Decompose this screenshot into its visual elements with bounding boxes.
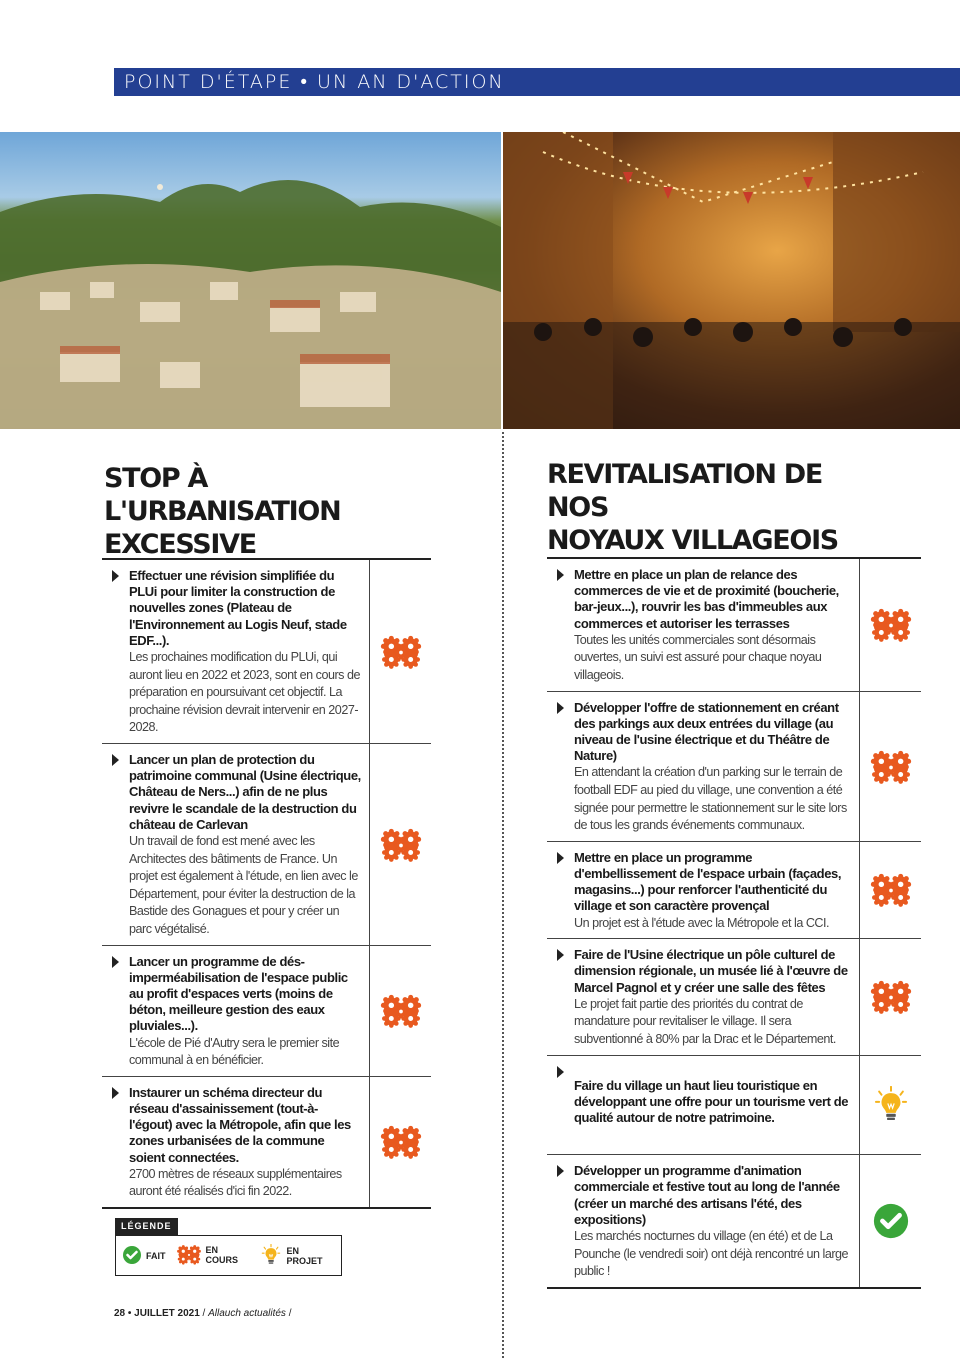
gears-icon — [370, 1077, 431, 1207]
village-night-festival-photo — [503, 132, 960, 429]
left-row-detail: Les prochaines modification du PLUi, qui auront lieu en 2022 et 2023, sont en cours de préparation en poursuivant cet objectif. La prochaine révision devrait intervenir en 2027-2028. — [129, 650, 360, 735]
gears-icon — [370, 744, 431, 945]
right-row-detail: Toutes les unités commerciales sont désormais ouvertes, un suivi est assuré pour chaque noyau villageois. — [574, 632, 822, 682]
left-title-line1: STOP À L'URBANISATION — [104, 463, 341, 527]
bullet-arrow-icon — [557, 852, 564, 864]
legend-en-cours — [176, 1244, 251, 1267]
gears-icon — [860, 842, 921, 938]
lightbulb-icon — [260, 1244, 282, 1268]
right-actions-table — [547, 557, 921, 1289]
left-row — [102, 1077, 431, 1209]
bullet-arrow-icon — [557, 1165, 564, 1177]
check-icon — [860, 1155, 921, 1287]
left-row-text — [102, 1077, 370, 1207]
gears-icon — [860, 939, 921, 1054]
right-row — [547, 842, 921, 939]
right-row-detail: Un projet est à l'étude avec la Métropole et la CCI. — [574, 915, 830, 930]
right-row-text — [547, 842, 860, 938]
footer-publication: Allauch actualités — [208, 1308, 286, 1319]
right-row-detail: Le projet fait partie des priorités du contrat de mandature pour revitaliser le village. Il sera subventionné à 80% par la Drac et le Département. — [574, 996, 836, 1046]
right-row-text — [547, 559, 860, 691]
village-aerial-photo — [0, 132, 501, 429]
legend — [115, 1218, 342, 1276]
legend-en-projet — [260, 1244, 335, 1268]
bullet-arrow-icon — [112, 754, 119, 766]
right-row-text — [547, 939, 860, 1054]
left-row-title: Instaurer un schéma directeur du réseau d'assainissement (tout-à-l'égout) avec la Métropole, afin que les zones urbanisées de la commune soient connectées. — [129, 1084, 351, 1165]
gears-icon — [860, 559, 921, 691]
right-row-detail: Les marchés nocturnes du village (en été) et de La Pounche (le vendredi soir) ont déjà rencontré un large public ! — [574, 1229, 849, 1279]
check-icon — [122, 1245, 142, 1267]
left-row — [102, 560, 431, 744]
legend-title: LÉGENDE — [115, 1218, 178, 1235]
left-row — [102, 946, 431, 1077]
left-row-text — [102, 560, 370, 743]
left-row — [102, 744, 431, 946]
right-row — [547, 1056, 921, 1156]
bullet-arrow-icon — [112, 956, 119, 968]
column-divider — [502, 432, 504, 1358]
section-banner: POINT D'ÉTAPE • UN AN D'ACTION — [114, 68, 960, 96]
right-row-title: Développer l'offre de stationnement en créant des parkings aux deux entrées du village (au niveau de l'usine électrique et du Théâtre de Nature) — [574, 699, 839, 764]
left-row-title: Effectuer une révision simplifiée du PLUi pour limiter la construction de nouvelles zones (Plateau de l'Environnement au Logis Neuf, stade EDF...). — [129, 568, 347, 648]
page-footer — [114, 1308, 292, 1319]
legend-fait-label: FAIT — [146, 1250, 166, 1261]
left-row-detail: Un travail de fond est mené avec les Architectes des bâtiments de France. Un projet est également à l'étude, en lien avec le Département, pour éviter la destruction de la Bastide des Gonagues et pour y créer un parc végétalisé. — [129, 834, 358, 936]
left-row-detail: L'école de Pié d'Autry sera le premier site communal à en bénéficier. — [129, 1035, 340, 1068]
right-row-title: Mettre en place un programme d'embellissement de l'espace urbain (façades, magasins...) pour renforcer l'authenticité du village et son caractère provençal — [574, 849, 842, 914]
right-row-text — [547, 1056, 860, 1155]
right-row — [547, 1155, 921, 1289]
legend-en-cours-label: EN COURS — [205, 1245, 239, 1266]
right-row-text — [547, 1155, 860, 1287]
left-row-title: Lancer un programme de dés-imperméabilisation de l'espace public au profit d'espaces verts (moins de béton, meilleure gestion des eaux pluviales...). — [129, 953, 348, 1034]
gears-icon — [370, 946, 431, 1076]
bullet-arrow-icon — [557, 702, 564, 714]
gears-icon — [860, 692, 921, 841]
left-actions-table — [102, 558, 431, 1209]
right-row-text — [547, 692, 860, 841]
right-section-title — [547, 458, 887, 557]
left-section-title — [104, 462, 434, 561]
bullet-arrow-icon — [112, 1087, 119, 1099]
bullet-arrow-icon — [557, 1066, 564, 1078]
right-row — [547, 939, 921, 1055]
right-row — [547, 692, 921, 842]
right-title-line1: REVITALISATION DE NOS — [547, 459, 823, 523]
left-row-title: Lancer un plan de protection du patrimoine communal (Usine électrique, Château de Ners...) afin de ne plus revivre le scandale de la destruction du château de Carlevan — [129, 751, 361, 832]
gears-icon — [370, 560, 431, 743]
left-row-text — [102, 946, 370, 1076]
footer-separator-end: / — [285, 1308, 292, 1319]
right-row-detail: En attendant la création d'un parking sur le terrain de football EDF au pied du village, une convention a été signée pour permettre le stationnement sur le site lors de tous les grands événements communaux. — [574, 765, 847, 833]
bullet-arrow-icon — [112, 570, 119, 582]
left-row-text — [102, 744, 370, 945]
bullet-arrow-icon — [557, 949, 564, 961]
left-row-detail: 2700 mètres de réseaux supplémentaires auront été réalisés d'ici fin 2022. — [129, 1166, 342, 1199]
right-row-title: Faire du village un haut lieu touristique en développant une offre pour un tourisme vert de qualité autour de notre patrimoine. — [574, 1077, 849, 1125]
right-row — [547, 559, 921, 692]
lightbulb-icon — [860, 1056, 921, 1155]
footer-separator: / — [199, 1308, 209, 1319]
right-row-title: Développer un programme d'animation commerciale et festive tout au long de l'année (créer un marché des artisans l'été, des expositions) — [574, 1163, 840, 1227]
bullet-arrow-icon — [557, 569, 564, 581]
right-row-title: Mettre en place un plan de relance des commerces de vie et de proximité (boucherie, bar-jeux...), rouvrir les bas d'immeubles aux commerces et autoriser les terrasses — [574, 567, 839, 631]
right-title-line2: NOYAUX VILLAGEOIS — [547, 525, 838, 556]
legend-fait — [122, 1245, 166, 1267]
footer-page: 28 • JUILLET 2021 — [114, 1308, 200, 1319]
gears-icon — [176, 1244, 202, 1267]
left-title-line2: EXCESSIVE — [104, 529, 256, 560]
legend-en-projet-label: EN PROJET — [286, 1245, 323, 1266]
right-row-title: Faire de l'Usine électrique un pôle culturel de dimension régionale, un musée lié à l'œuvre de Marcel Pagnol et y créer une salle des fêtes — [574, 947, 848, 995]
legend-box — [115, 1235, 342, 1276]
